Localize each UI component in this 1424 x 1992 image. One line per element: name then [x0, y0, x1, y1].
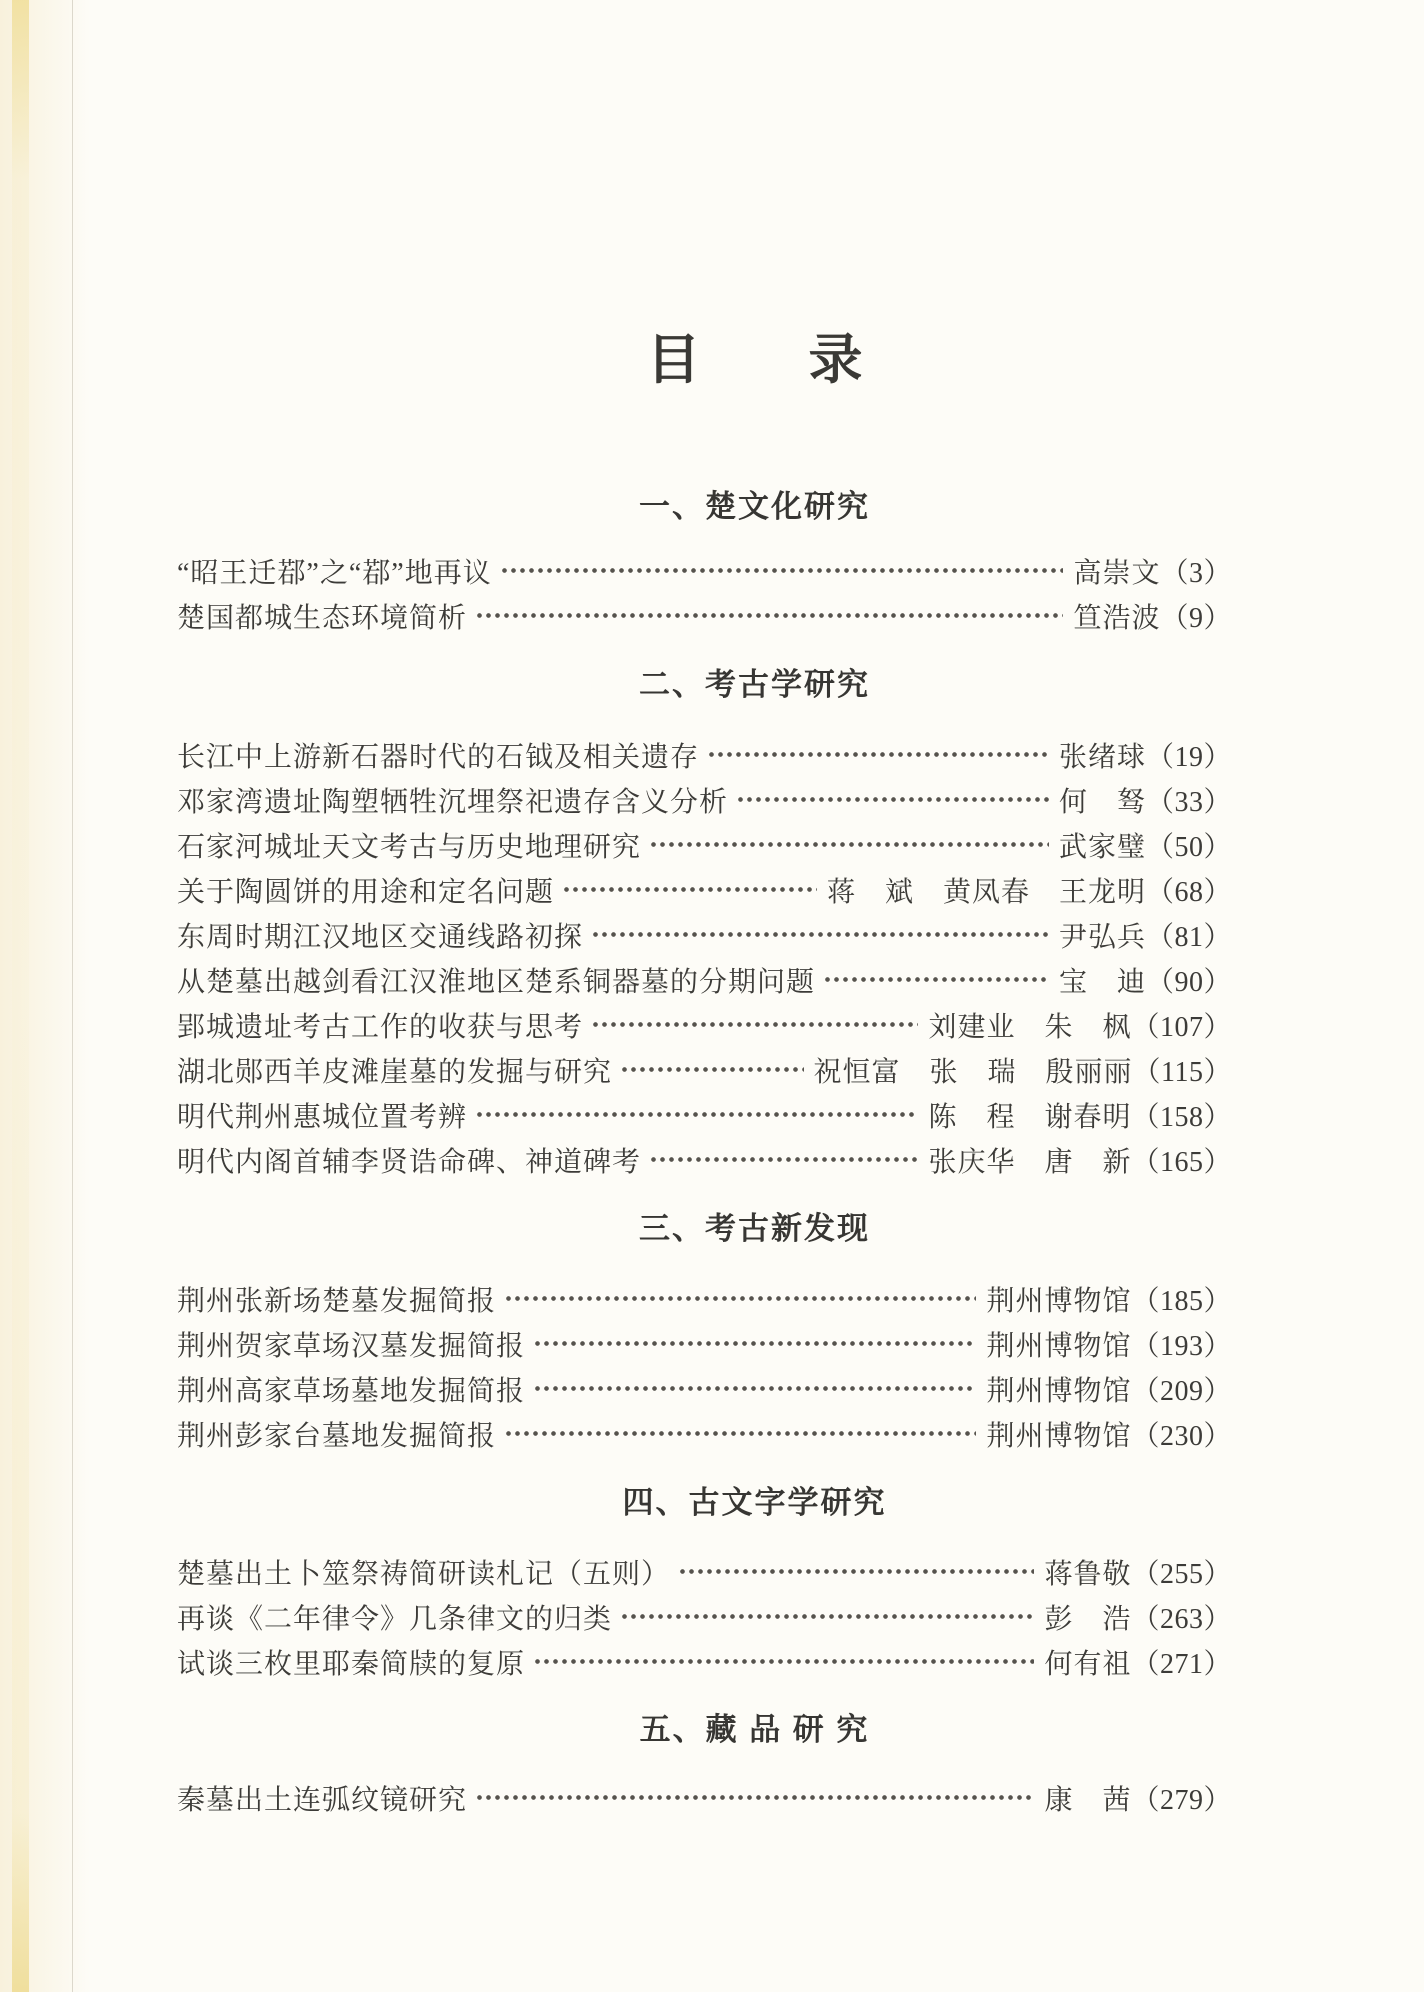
toc-entry	[177, 1549, 1232, 1594]
entry-title: 郢城遗址考古工作的收获与思考	[177, 1011, 584, 1043]
entry-page-number: （50）	[1145, 831, 1232, 863]
entry-title: 荆州张新场楚墓发掘简报	[177, 1285, 497, 1317]
entry-title: 楚墓出土卜筮祭祷简研读札记（五则）	[177, 1558, 671, 1590]
entry-page-number: （158）	[1131, 1101, 1232, 1133]
entry-authors: 荆州博物馆	[986, 1375, 1132, 1407]
entry-authors: 笪浩波	[1073, 602, 1161, 634]
dot-leader	[649, 822, 1049, 867]
toc-entry	[177, 1366, 1232, 1411]
entry-page-number: （90）	[1145, 966, 1232, 998]
section-heading-5: 五、藏 品 研 究	[639, 1712, 870, 1747]
entry-page-number: （115）	[1132, 1056, 1232, 1088]
dot-leader	[678, 1549, 1034, 1594]
section-heading-3: 三、考古新发现	[639, 1211, 870, 1246]
entry-page-number: （255）	[1131, 1558, 1232, 1590]
entry-page-number: （107）	[1131, 1011, 1232, 1043]
entry-authors: 何 驽	[1058, 786, 1146, 818]
section-heading-2: 二、考古学研究	[639, 667, 870, 702]
dot-leader	[533, 1366, 976, 1411]
entry-page-number: （271）	[1131, 1648, 1232, 1680]
entry-authors: 尹弘兵	[1058, 921, 1146, 953]
dot-leader	[736, 777, 1049, 822]
toc-entry	[177, 548, 1232, 593]
dot-leader	[591, 912, 1049, 957]
entry-authors: 陈 程 谢春明	[928, 1101, 1132, 1133]
toc-entry	[177, 1002, 1232, 1047]
dot-leader	[591, 1002, 918, 1047]
entry-authors: 康 茜	[1044, 1784, 1132, 1816]
toc-entry	[177, 1775, 1232, 1820]
dot-leader	[475, 1775, 1034, 1820]
toc-entry	[177, 593, 1232, 638]
dot-leader	[533, 1321, 976, 1366]
entry-authors: 宝 迪	[1058, 966, 1146, 998]
entry-authors: 武家璧	[1058, 831, 1146, 863]
entry-title: 楚国都城生态环境简析	[177, 602, 468, 634]
dot-leader	[475, 593, 1063, 638]
entry-page-number: （19）	[1145, 741, 1232, 773]
dot-leader	[620, 1047, 804, 1092]
entry-title: 明代内阁首辅李贤诰命碑、神道碑考	[177, 1146, 642, 1178]
section-entries-3	[177, 1276, 1232, 1456]
toc-entry	[177, 1321, 1232, 1366]
entry-authors: 张绪球	[1058, 741, 1146, 773]
entry-authors: 祝恒富 张 瑞 殷丽丽	[813, 1056, 1133, 1088]
entry-title: 荆州高家草场墓地发掘简报	[177, 1375, 526, 1407]
entry-title: 秦墓出土连弧纹镜研究	[177, 1784, 468, 1816]
dot-leader	[475, 1092, 918, 1137]
dot-leader	[649, 1137, 918, 1182]
entry-authors: 张庆华 唐 新	[928, 1146, 1132, 1178]
page-edge-line	[72, 0, 73, 1992]
entry-authors: 彭 浩	[1044, 1603, 1132, 1635]
entry-title: 邓家湾遗址陶塑牺牲沉埋祭祀遗存含义分析	[177, 786, 729, 818]
entry-page-number: （263）	[1131, 1603, 1232, 1635]
entry-title: 湖北郧西羊皮滩崖墓的发掘与研究	[177, 1056, 613, 1088]
entry-page-number: （209）	[1131, 1375, 1232, 1407]
toc-entry	[177, 867, 1232, 912]
section-heading-1: 一、楚文化研究	[639, 489, 870, 524]
entry-title: 试谈三枚里耶秦简牍的复原	[177, 1648, 526, 1680]
toc-entry	[177, 777, 1232, 822]
entry-page-number: （81）	[1145, 921, 1232, 953]
section-entries-1	[177, 548, 1232, 638]
toc-entry	[177, 732, 1232, 777]
entry-authors: 高崇文	[1073, 557, 1161, 589]
entry-title: “昭王迁鄀”之“鄀”地再议	[177, 557, 492, 589]
toc-entry	[177, 1594, 1232, 1639]
dot-leader	[707, 732, 1049, 777]
toc-entry	[177, 912, 1232, 957]
entry-authors: 刘建业 朱 枫	[928, 1011, 1132, 1043]
entry-page-number: （185）	[1131, 1285, 1232, 1317]
dot-leader	[500, 548, 1064, 593]
entry-authors: 蒋鲁敬	[1044, 1558, 1132, 1590]
entry-page-number: （9）	[1160, 602, 1232, 634]
entry-title: 再谈《二年律令》几条律文的归类	[177, 1603, 613, 1635]
entry-authors: 何有祖	[1044, 1648, 1132, 1680]
entry-title: 东周时期江汉地区交通线路初探	[177, 921, 584, 953]
entry-page-number: （33）	[1145, 786, 1232, 818]
section-entries-2	[177, 732, 1232, 1182]
toc-entry	[177, 957, 1232, 1002]
toc-entry	[177, 1276, 1232, 1321]
entry-authors: 荆州博物馆	[986, 1420, 1132, 1452]
entry-title: 石家河城址天文考古与历史地理研究	[177, 831, 642, 863]
entry-page-number: （3）	[1160, 557, 1232, 589]
entry-title: 从楚墓出越剑看江汉淮地区楚系铜器墓的分期问题	[177, 966, 816, 998]
entry-page-number: （230）	[1131, 1420, 1232, 1452]
toc-entry	[177, 1639, 1232, 1684]
section-entries-4	[177, 1549, 1232, 1684]
entry-title: 荆州彭家台墓地发掘简报	[177, 1420, 497, 1452]
entry-page-number: （193）	[1131, 1330, 1232, 1362]
section-entries-5	[177, 1775, 1232, 1820]
toc-entry	[177, 1092, 1232, 1137]
entry-authors: 荆州博物馆	[986, 1285, 1132, 1317]
toc-content	[85, 0, 1424, 1820]
toc-entry	[177, 1137, 1232, 1182]
dot-leader	[562, 867, 817, 912]
page-title: 目 录	[646, 330, 863, 390]
toc-entry	[177, 1047, 1232, 1092]
dot-leader	[823, 957, 1049, 1002]
dot-leader	[504, 1276, 976, 1321]
entry-page-number: （68）	[1145, 876, 1232, 908]
entry-title: 荆州贺家草场汉墓发掘简报	[177, 1330, 526, 1362]
toc-entry	[177, 822, 1232, 867]
entry-title: 明代荆州惠城位置考辨	[177, 1101, 468, 1133]
entry-title: 关于陶圆饼的用途和定名问题	[177, 876, 555, 908]
dot-leader	[533, 1639, 1034, 1684]
page-edge-strip	[12, 0, 29, 1992]
entry-page-number: （279）	[1131, 1784, 1232, 1816]
entry-title: 长江中上游新石器时代的石钺及相关遗存	[177, 741, 700, 773]
dot-leader	[620, 1594, 1034, 1639]
dot-leader	[504, 1411, 976, 1456]
section-heading-4: 四、古文字学研究	[622, 1485, 887, 1520]
entry-page-number: （165）	[1131, 1146, 1232, 1178]
entry-authors: 蒋 斌 黄凤春 王龙明	[826, 876, 1146, 908]
entry-authors: 荆州博物馆	[986, 1330, 1132, 1362]
toc-entry	[177, 1411, 1232, 1456]
